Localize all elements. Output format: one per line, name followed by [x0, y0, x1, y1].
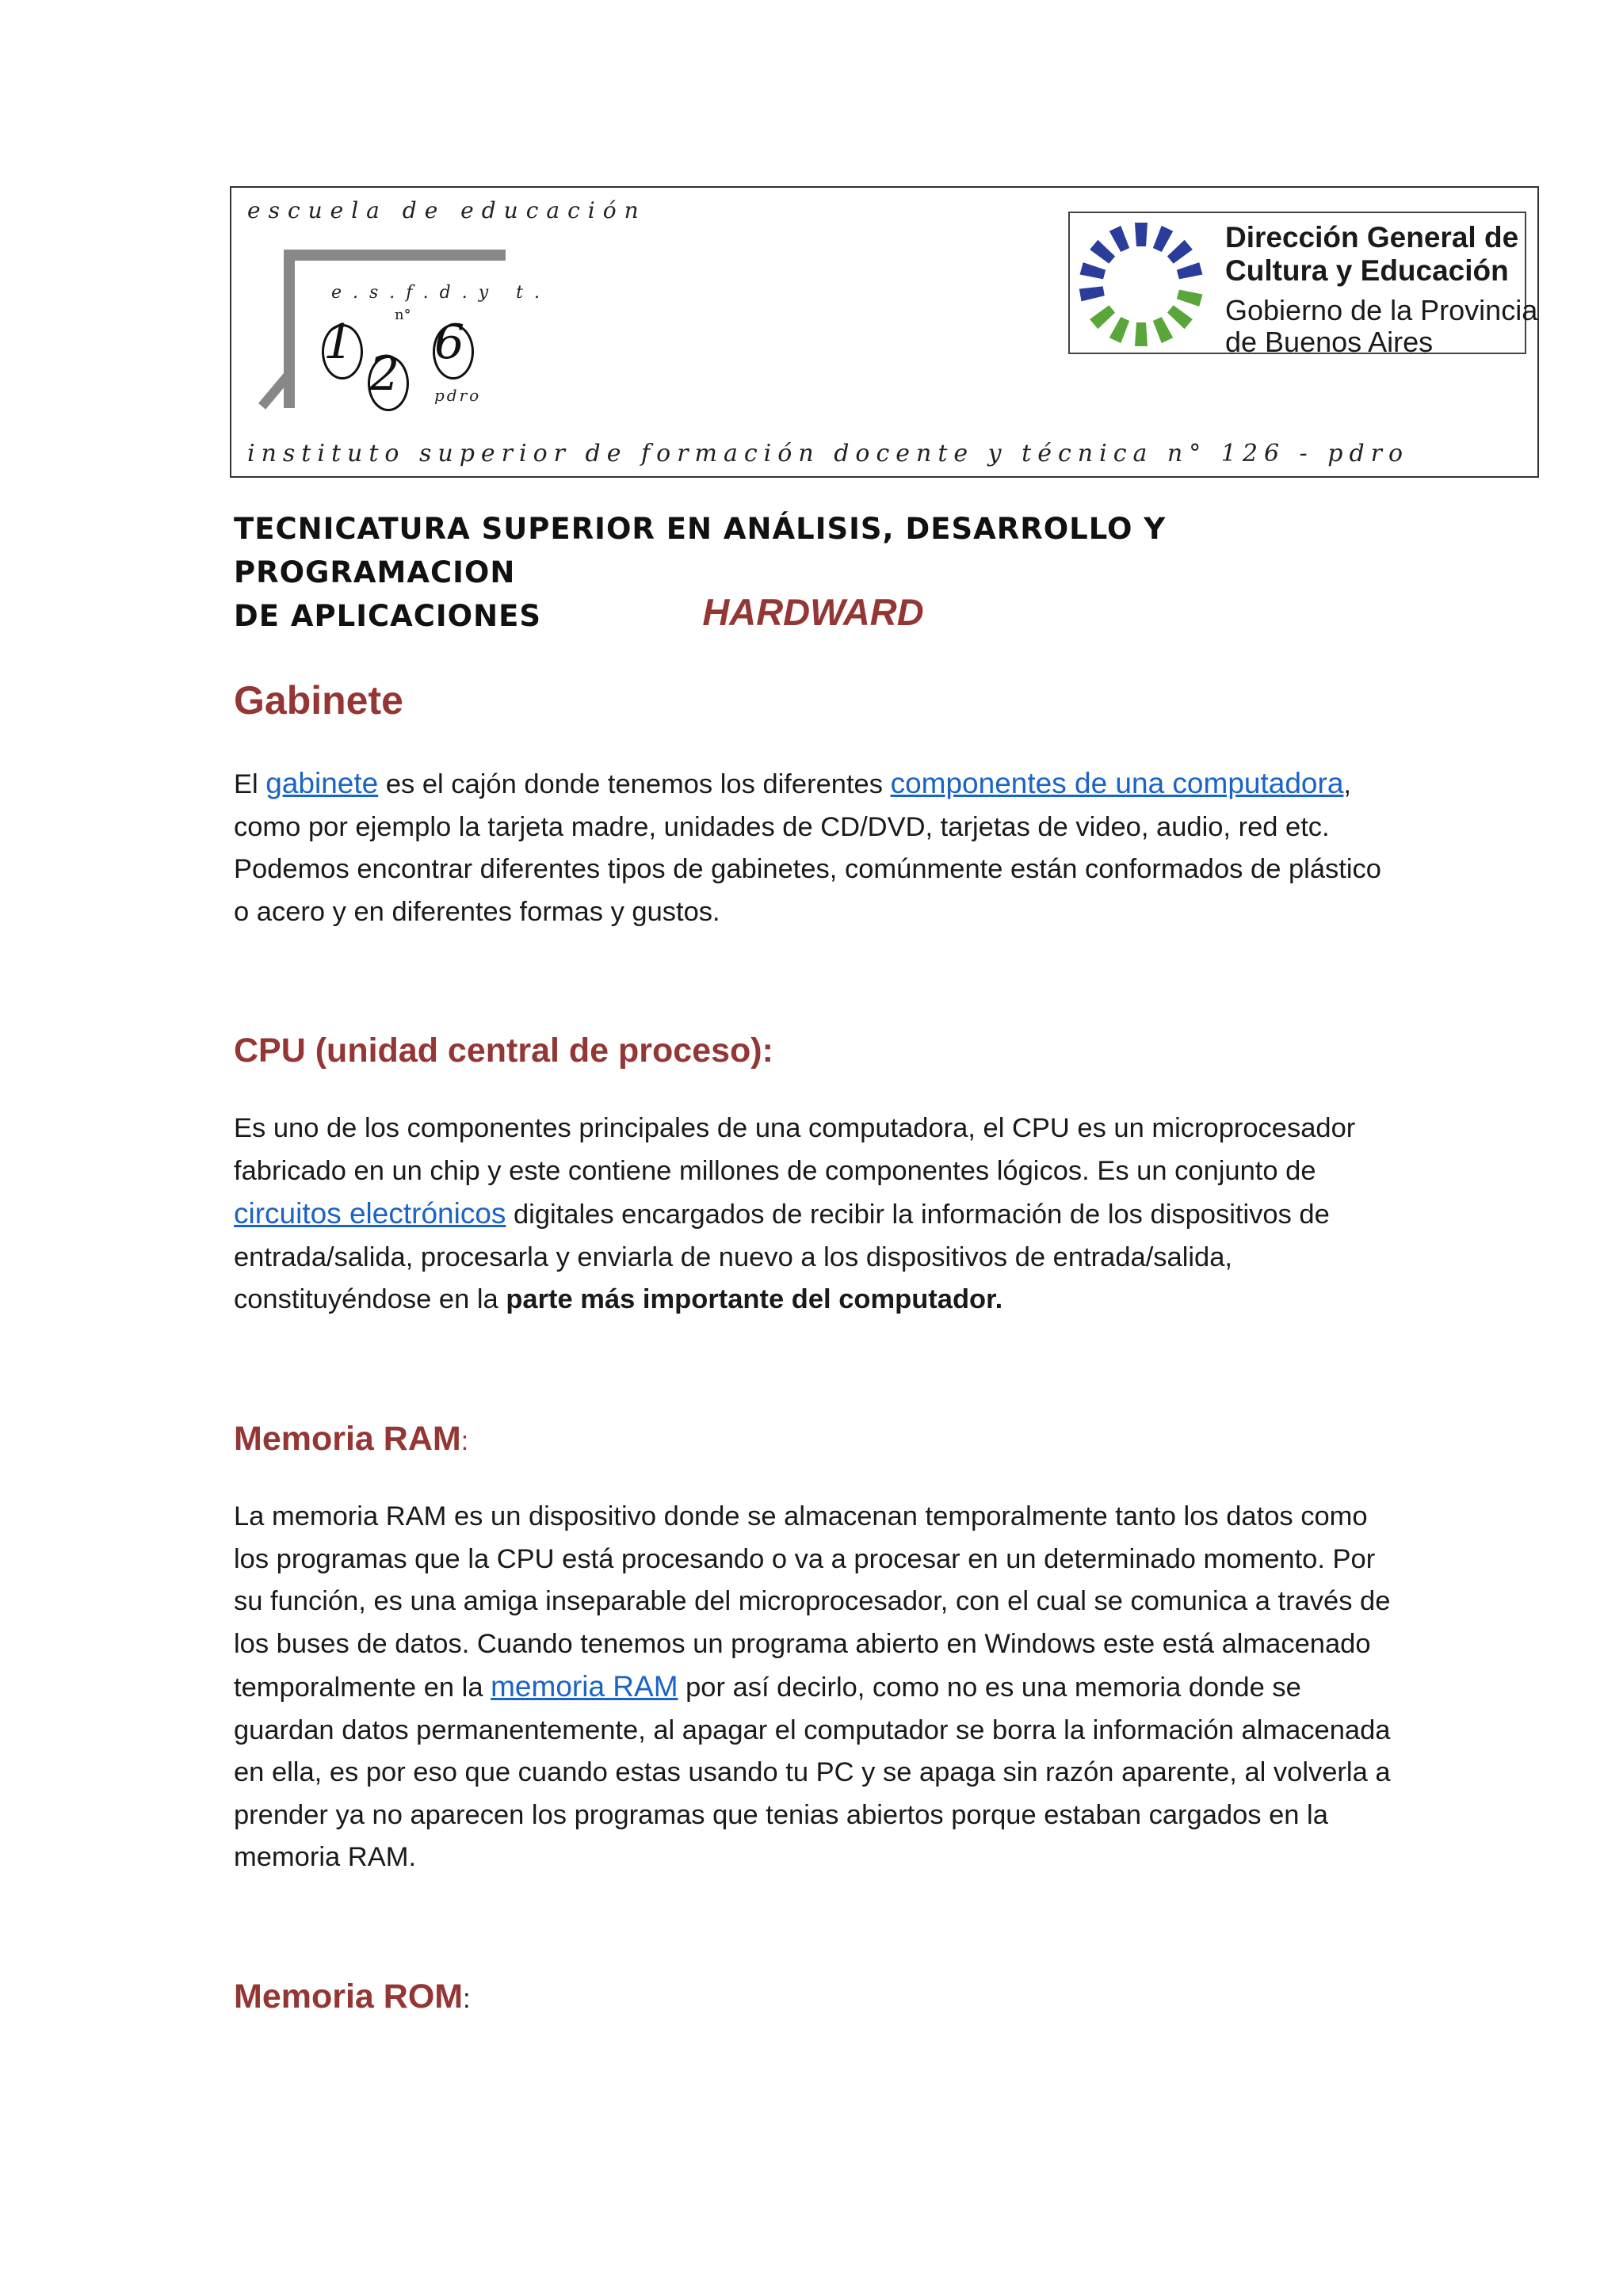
crest-frame-top	[284, 250, 506, 261]
logo-text-line-1: Dirección General de	[1225, 221, 1519, 254]
text-run: es el cajón donde tenemos los diferentes	[378, 769, 891, 799]
document-title-text: HARDWARD	[702, 591, 924, 633]
paragraph-cpu	[234, 1108, 1391, 1322]
text-run: , como por ejemplo la tarjeta madre, unidades de CD/DVD, tarjetas de video, audio, red etc. Podemos encontrar diferentes tipos de gabinetes, comúnmente están conformados de plástico o acero y en diferentes formas y gustos.	[234, 769, 1381, 927]
heading-rom	[234, 1978, 471, 2016]
heading-ram-text: Memoria RAM	[234, 1420, 461, 1458]
institution-crest	[276, 235, 561, 433]
link-circuitos[interactable]: circuitos electrónicos	[234, 1197, 506, 1230]
text-run: Es uno de los componentes principales de una computadora, el CPU es un microprocesador fabricado en un chip y este contiene millones de componentes lógicos. Es un conjunto de	[234, 1113, 1356, 1186]
text-run: La memoria RAM es un dispositivo donde se almacenan temporalmente tanto los datos como los programas que la CPU está procesando o va a procesar en un determinado momento. Por su función, es una amiga inseparable del microprocesador, con el cual se comunica a través de los buses de datos. Cuando tenemos un programa abierto en Windows este está almacenado temporalmente en la	[234, 1501, 1391, 1703]
link-componentes[interactable]: componentes de una computadora	[890, 767, 1344, 799]
heading-ram	[234, 1420, 468, 1459]
institution-header	[230, 186, 1539, 478]
logo-text-line-4: de Buenos Aires	[1225, 326, 1434, 358]
crest-digit-1: 1	[323, 315, 354, 370]
text-run: digitales encargados de recibir la información de los dispositivos de entrada/salida, procesarla y enviarla de nuevo a los dispositivos de entrada/salida, constituyéndose en la	[234, 1199, 1330, 1314]
crest-number-sign: n°	[395, 307, 411, 323]
paragraph-ram	[234, 1496, 1391, 1879]
dgcye-logo	[1068, 212, 1538, 358]
text-run: El	[234, 769, 266, 799]
crest-initials: e.s.f.d.y t.	[331, 283, 551, 303]
bold-text: parte más importante del computador.	[506, 1284, 1003, 1314]
logo-text-line-3: Gobierno de la Provincia	[1225, 294, 1538, 326]
heading-cpu: CPU (unidad central de proceso):	[234, 1032, 773, 1070]
crest-digit-3: 6	[434, 315, 465, 370]
heading-rom-colon: :	[463, 1984, 471, 2014]
logo-text-line-2: Cultura y Educación	[1225, 254, 1509, 287]
crest-digit-2: 2	[369, 346, 400, 402]
header-top-text: escuela de educación	[247, 197, 647, 223]
link-gabinete[interactable]: gabinete	[265, 767, 379, 799]
header-bottom-text: instituto superior de formación docente y técnica n° 126 - pdro	[247, 440, 1410, 467]
heading-gabinete: Gabinete	[234, 678, 403, 723]
paragraph-gabinete	[234, 762, 1391, 933]
course-title-line-1: TECNICATURA SUPERIOR EN ANÁLISIS, DESARROLLO Y PROGRAMACION	[234, 512, 1167, 589]
link-memoria-ram[interactable]: memoria RAM	[491, 1670, 678, 1703]
dgcye-emblem-icon	[1071, 215, 1211, 354]
crest-location: pdro	[434, 386, 482, 405]
heading-rom-text: Memoria ROM	[234, 1978, 464, 2016]
heading-ram-colon: :	[460, 1426, 469, 1456]
course-title-line-2: DE APLICACIONES	[234, 599, 542, 633]
document-title	[0, 590, 1623, 634]
text-run: por así decirlo, como no es una memoria donde se guardan datos permanentemente, al apagar el computador se borra la información almacenada en ella, es por eso que cuando estas usando tu PC y se apaga sin razón aparente, al volverla a prender ya no aparecen los programas que tenias abiertos porque estaban cargados en la memoria RAM.	[234, 1672, 1391, 1872]
